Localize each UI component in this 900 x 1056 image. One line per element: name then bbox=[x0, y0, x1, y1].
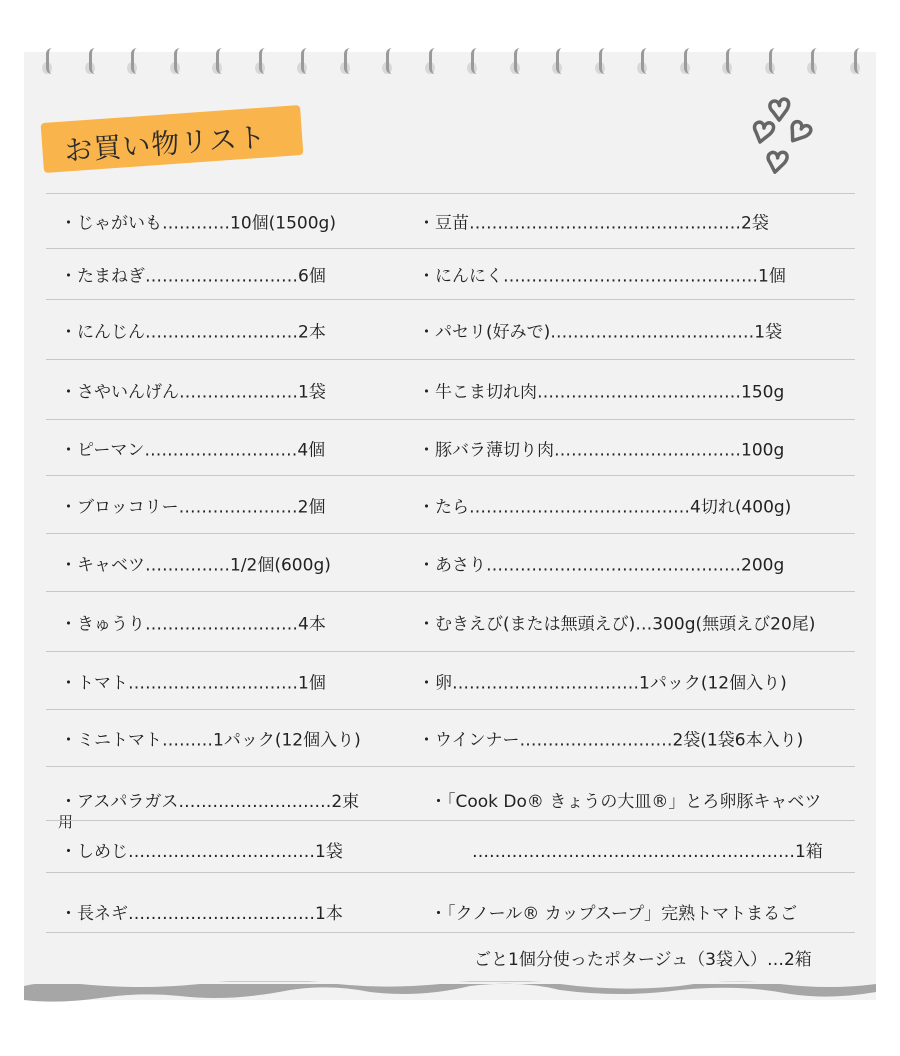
list-item: ・にんじん………………………2本 bbox=[60, 322, 326, 342]
list-item: ・あさり………………………………………200g bbox=[418, 555, 785, 575]
torn-paper-edge bbox=[0, 976, 900, 1016]
shopping-list bbox=[46, 193, 855, 982]
list-item: ・豆苗…………………………………………2袋 bbox=[418, 213, 769, 234]
list-item: ・じゃがいも…………10個(1500g) bbox=[60, 213, 336, 234]
list-item: ・長ネギ……………………………1本 bbox=[60, 904, 343, 924]
list-item: ・たまねぎ………………………6個 bbox=[60, 266, 326, 287]
binder-ring bbox=[216, 48, 229, 74]
binder-holes bbox=[24, 52, 876, 92]
list-item: ・ピーマン………………………4個 bbox=[60, 440, 326, 460]
list-item: ごと1個分使ったポタージュ（3袋入）…2箱 bbox=[474, 950, 812, 970]
list-row bbox=[46, 419, 855, 475]
binder-ring bbox=[386, 48, 399, 74]
list-row bbox=[46, 766, 855, 831]
list-row bbox=[46, 651, 855, 709]
binder-ring bbox=[684, 48, 697, 74]
binder-ring bbox=[811, 48, 824, 74]
hearts-doodle-icon bbox=[748, 88, 828, 188]
list-item: ・きゅうり………………………4本 bbox=[60, 614, 326, 634]
list-row bbox=[46, 193, 855, 248]
list-item: ・ミニトマト………1パック(12個入り) bbox=[60, 730, 361, 751]
list-item: ・しめじ……………………………1袋 bbox=[60, 842, 343, 862]
binder-ring bbox=[131, 48, 144, 74]
list-row bbox=[46, 591, 855, 651]
list-item: ・たら…………………………………4切れ(400g) bbox=[418, 497, 792, 517]
list-item-wrap: 用 bbox=[58, 813, 74, 831]
list-item: ・ウインナー………………………2袋(1袋6本入り) bbox=[418, 730, 804, 751]
list-row bbox=[46, 475, 855, 533]
binder-ring bbox=[769, 48, 782, 74]
page-title: お買い物リスト bbox=[63, 120, 268, 168]
list-item: ・むきえび(または無頭えび)…300g(無頭えび20尾) bbox=[418, 614, 816, 634]
list-row bbox=[46, 359, 855, 419]
list-item: ・アスパラガス………………………2束 bbox=[60, 792, 360, 812]
binder-ring bbox=[471, 48, 484, 74]
binder-ring bbox=[641, 48, 654, 74]
binder-ring bbox=[174, 48, 187, 74]
list-item: ・ブロッコリー…………………2個 bbox=[60, 497, 326, 517]
list-item: ・パセリ(好みで)………………………………1袋 bbox=[418, 322, 783, 342]
list-item: ・牛こま切れ肉………………………………150g bbox=[418, 382, 785, 402]
list-row bbox=[46, 299, 855, 359]
list-item: ・豚バラ薄切り肉……………………………100g bbox=[418, 440, 785, 460]
list-row bbox=[46, 872, 855, 932]
binder-ring bbox=[344, 48, 357, 74]
binder-ring bbox=[599, 48, 612, 74]
binder-ring bbox=[726, 48, 739, 74]
binder-ring bbox=[854, 48, 867, 74]
list-row bbox=[46, 709, 855, 766]
binder-ring bbox=[46, 48, 59, 74]
binder-ring bbox=[259, 48, 272, 74]
list-item: ・キャベツ……………1/2個(600g) bbox=[60, 555, 331, 575]
list-row bbox=[46, 820, 855, 872]
binder-ring bbox=[301, 48, 314, 74]
list-item: ・トマト…………………………1個 bbox=[60, 673, 326, 693]
list-row bbox=[46, 248, 855, 299]
binder-ring bbox=[556, 48, 569, 74]
binder-ring bbox=[429, 48, 442, 74]
binder-ring bbox=[514, 48, 527, 74]
list-row bbox=[46, 932, 855, 982]
list-item: ・「クノール® カップスープ」完熟トマトまるご bbox=[430, 904, 798, 924]
list-item: ・「Cook Do® きょうの大皿®」とろ卵豚キャベツ bbox=[430, 792, 822, 812]
list-item: ・にんにく………………………………………1個 bbox=[418, 266, 786, 287]
binder-ring bbox=[89, 48, 102, 74]
list-row bbox=[46, 533, 855, 591]
list-item: …………………………………………………1箱 bbox=[472, 842, 823, 862]
list-item: ・さやいんげん…………………1袋 bbox=[60, 382, 326, 402]
list-item: ・卵……………………………1パック(12個入り) bbox=[418, 673, 787, 693]
